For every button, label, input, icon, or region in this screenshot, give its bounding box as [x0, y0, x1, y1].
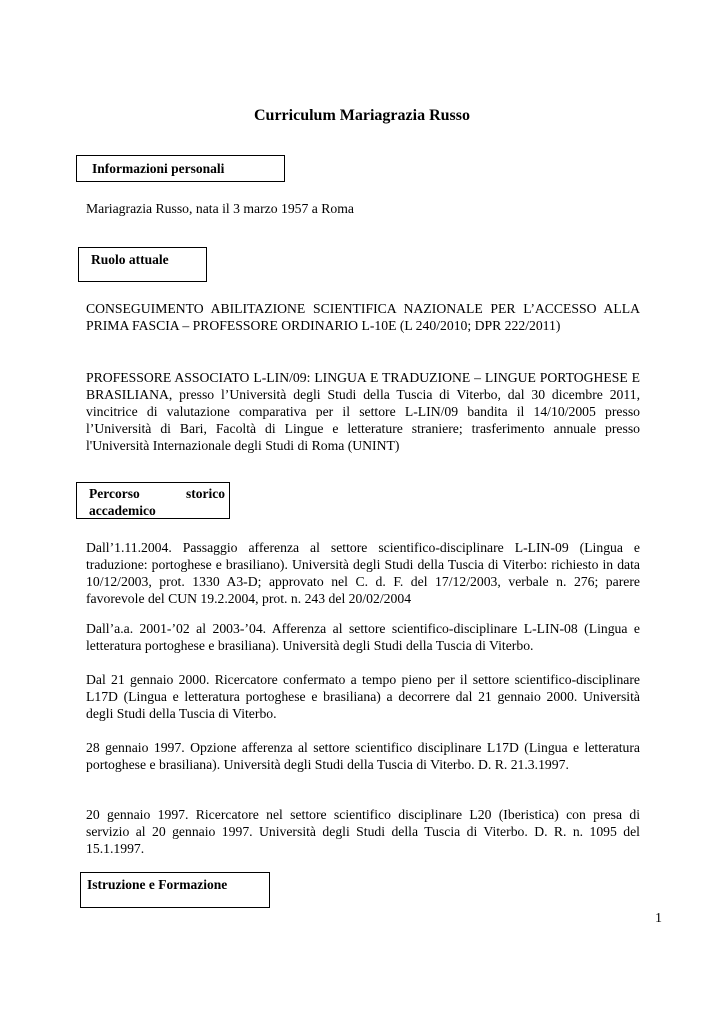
career-paragraph: 20 gennaio 1997. Ricercatore nel settore scientifico disciplinare L20 (Iberistica) con presa di servizio al 20 gennaio 1997. Università degli Studi della Tuscia di Viterbo. D. R. n. 1095 del 15.1.1997.: [86, 807, 640, 856]
personal-info-text: Mariagrazia Russo, nata il 3 marzo 1957 a Roma: [86, 201, 354, 216]
section-heading-label: Informazioni personali: [92, 161, 225, 176]
career-paragraph: Dall’1.11.2004. Passaggio afferenza al settore scientifico-disciplinare L-LIN-09 (Lingua e traduzione: portoghese e brasiliano). Università degli Studi della Tuscia di Viterbo: richiesto in data 10/12/2003, prot. 1330 A3-D; approvato nel C. d. F. del 17/12/2003, verbale n. 276; parere favorevole del CUN 19.2.2004, prot. n. 243 del 20/02/2004: [86, 540, 640, 606]
section-heading-label: Percorso storico accademico: [89, 486, 225, 518]
role-paragraph: PROFESSORE ASSOCIATO L-LIN/09: LINGUA E TRADUZIONE – LINGUE PORTOGHESE E BRASILIANA, presso l’Università degli Studi della Tuscia di Viterbo, dal 30 dicembre 2011, vincitrice di valutazione comparativa per il settore L-LIN/09 bandita il 14/10/2005 presso l’Università di Bari, Facoltà di Lingue e letterature straniere; trasferimento annuale presso l'Università Internazionale degli Studi di Roma (UNINT): [86, 370, 640, 453]
page-number: 1: [655, 911, 662, 926]
section-heading-personal-info: [76, 155, 285, 182]
section-heading-academic-career: [76, 482, 230, 519]
section-heading-label: Ruolo attuale: [91, 252, 169, 267]
section-heading-current-role: [78, 247, 207, 282]
document-title: Curriculum Mariagrazia Russo: [254, 107, 470, 124]
career-paragraph: Dal 21 gennaio 2000. Ricercatore confermato a tempo pieno per il settore scientifico-disciplinare L17D (Lingua e letteratura portoghese e brasiliana) a decorrere dal 21 gennaio 2000. Università degli Studi della Tuscia di Viterbo.: [86, 672, 640, 721]
career-paragraph: Dall’a.a. 2001-’02 al 2003-’04. Afferenza al settore scientifico-disciplinare L-LIN-08 (Lingua e letteratura portoghese e brasiliana). Università degli Studi della Tuscia di Viterbo.: [86, 621, 640, 653]
section-heading-education: [80, 872, 270, 908]
career-paragraph: 28 gennaio 1997. Opzione afferenza al settore scientifico disciplinare L17D (Lingua e letteratura portoghese e brasiliana). Università degli Studi della Tuscia di Viterbo. D. R. 21.3.1997.: [86, 740, 640, 772]
role-paragraph: CONSEGUIMENTO ABILITAZIONE SCIENTIFICA NAZIONALE PER L’ACCESSO ALLA PRIMA FASCIA – PROFESSORE ORDINARIO L-10E (L 240/2010; DPR 222/2011): [86, 301, 640, 333]
section-heading-label: Istruzione e Formazione: [87, 877, 228, 892]
